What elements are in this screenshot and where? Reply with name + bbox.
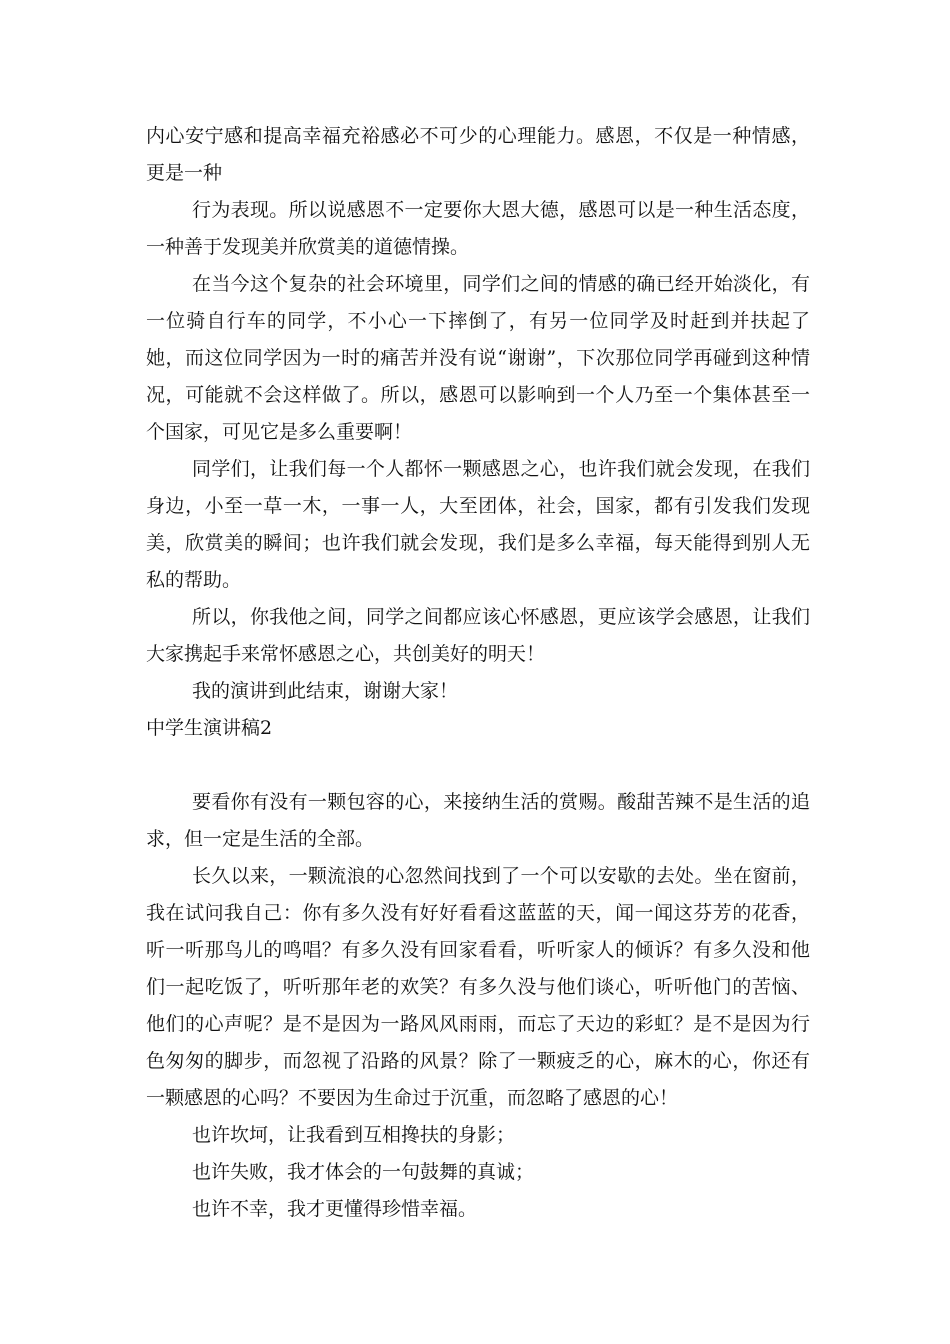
paragraph: 也许不幸，我才更懂得珍惜幸福。 [192,1198,478,1220]
paragraph: 也许坎坷，让我看到互相搀扶的身影； [192,1124,516,1146]
paragraph: 内心安宁感和提高幸福充裕感必不可少的心理能力。感恩，不仅是一种情感，更是一种 [146,125,810,184]
paragraph: 在当今这个复杂的社会环境里，同学们之间的情感的确已经开始淡化，有一位骑自行车的同学，不小心一下摔倒了，有另一位同学及时赶到并扶起了她，而这位同学因为一时的痛苦并没有说“谢谢”，下次那位同学再碰到这种情况，可能就不会这样做了。所以，感恩可以影响到一个人乃至一个集体甚至一个国家，可见它是多么重要啊！ [146,273,810,443]
paragraph: 行为表现。所以说感恩不一定要你大恩大德，感恩可以是一种生活态度，一种善于发现美并欣赏美的道德情操。 [146,199,810,258]
document-body [146,118,810,1228]
paragraph: 所以，你我他之间，同学之间都应该心怀感恩，更应该学会感恩，让我们大家携起手来常怀感恩之心，共创美好的明天！ [146,606,810,665]
section-heading: 中学生演讲稿2 [146,717,273,739]
paragraph: 要看你有没有一颗包容的心，来接纳生活的赏赐。酸甜苦辣不是生活的追求，但一定是生活的全部。 [146,791,810,850]
paragraph: 长久以来，一颗流浪的心忽然间找到了一个可以安歇的去处。坐在窗前，我在试问我自己：你有多久没有好好看看这蓝蓝的天，闻一闻这芬芳的花香，听一听那鸟儿的鸣唱？有多久没有回家看看，听听家人的倾诉？有多久没和他们一起吃饭了，听听那年老的欢笑？有多久没与他们谈心，听听他门的苦恼、他们的心声呢？是不是因为一路风风雨雨，而忘了天边的彩虹？是不是因为行色匆匆的脚步，而忽视了沿路的风景？除了一颗疲乏的心，麻木的心，你还有一颗感恩的心吗？不要因为生命过于沉重，而忽略了感恩的心！ [146,865,810,1109]
blank-line [146,747,810,784]
closing-line: 我的演讲到此结束，谢谢大家！ [192,680,459,702]
paragraph: 也许失败，我才体会的一句鼓舞的真诚； [192,1161,535,1183]
paragraph: 同学们，让我们每一个人都怀一颗感恩之心，也许我们就会发现，在我们身边，小至一草一木，一事一人，大至团体，社会，国家，都有引发我们发现美，欣赏美的瞬间；也许我们就会发现，我们是多么幸福，每天能得到别人无私的帮助。 [146,458,810,591]
